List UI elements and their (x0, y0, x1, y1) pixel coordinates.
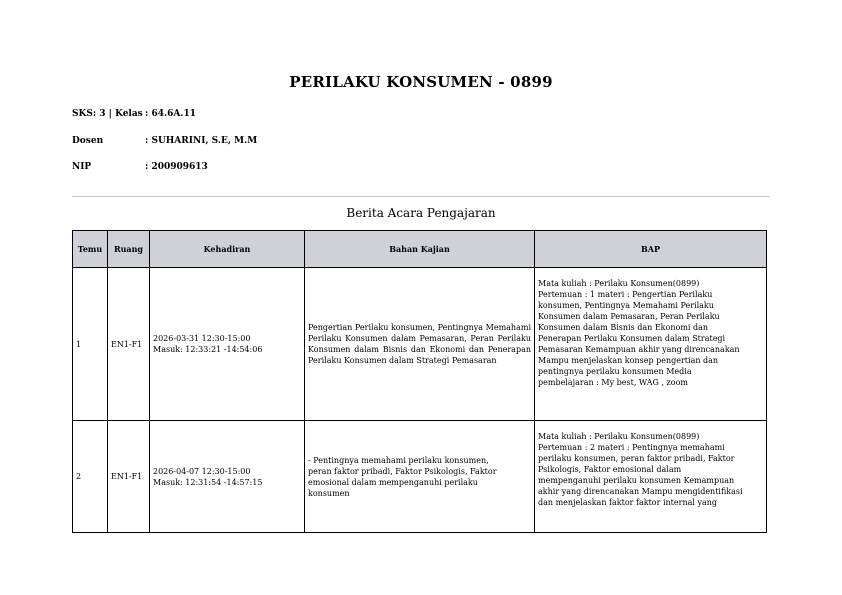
cell-bahan-kajian (305, 421, 535, 533)
kehadiran-schedule: 2026-03-31 12:30-15:00 (153, 334, 251, 343)
bap-line: akhir yang direncanakan Mampu mengidentifikasi (538, 487, 743, 496)
cell-bap (535, 421, 767, 533)
cell-temu: 2 (73, 421, 108, 533)
bap-line: perilaku konsumen, peran faktor pribadi, Faktor (538, 454, 735, 463)
meta-value: : 64.6A.11 (145, 109, 197, 119)
header-temu: Temu (73, 231, 108, 268)
cell-ruang: EN1-F1 (108, 268, 150, 421)
page-title: PERILAKU KONSUMEN - 0899 (289, 73, 553, 91)
bap-line: pembelajaran : My best, WAG , zoom (538, 378, 688, 387)
cell-temu: 1 (73, 268, 108, 421)
bap-line: Konsumen dalam Bisnis dan Ekonomi dan (538, 323, 709, 332)
meta-label: Dosen (72, 136, 104, 146)
bap-line: mempenganuhi perilaku konsumen Kemampuan (538, 476, 735, 485)
bap-table (72, 230, 767, 533)
kehadiran-checkin: Masuk: 12:33:21 -14:54:06 (153, 345, 263, 354)
kehadiran-schedule: 2026-04-07 12:30-15:00 (153, 466, 251, 476)
cell-bap (535, 268, 767, 421)
meta-label: SKS: 3 | Kelas (72, 109, 143, 119)
bap-line: Mata kuliah : Perilaku Konsumen(0899) (538, 279, 700, 288)
meta-value: : SUHARINI, S.E, M.M (145, 136, 258, 146)
bap-line: Pemasaran Kemampuan akhir yang direncanakan (538, 345, 740, 354)
header-bap: BAP (535, 231, 767, 268)
bap-line: Pertemuan : 2 materi : Pentingnya memahami (538, 443, 725, 452)
header-bahan-kajian: Bahan Kajian (305, 231, 535, 268)
divider (72, 196, 770, 197)
bap-line: Psikologis, Faktor emosional dalam (538, 465, 682, 474)
bap-line: Mata kuliah : Perilaku Konsumen(0899) (538, 432, 700, 441)
bahan-line: - Pentingnya memahami perilaku konsumen, (308, 455, 489, 465)
section-title: Berita Acara Pengajaran (346, 206, 496, 220)
table-header-row (73, 231, 767, 268)
bap-line: dan menjelaskan faktor faktor internal yang (538, 498, 718, 507)
bahan-line: konsumen (308, 488, 350, 498)
meta-label: NIP (72, 162, 92, 172)
cell-kehadiran (150, 421, 305, 533)
bap-line: Penerapan Perilaku Konsumen dalam Strategi (538, 334, 726, 343)
bap-line: pentingnya perilaku konsumen Media (538, 367, 692, 376)
bahan-line: peran faktor pribadi, Faktor Psikologis, Faktor (308, 466, 497, 476)
header-kehadiran: Kehadiran (150, 231, 305, 268)
bap-line: konsumen, Pentingnya Memahami Perilaku (538, 301, 714, 310)
cell-bahan-kajian: Pengertian Perilaku konsumen, Pentingnya Memahami Perilaku Konsumen dalam Pemasaran, Peran Perilaku Konsumen dalam Bisnis dan Ekonomi dan Penerapan Perilaku Konsumen dalam Strategi Pemasaran (305, 268, 535, 421)
table-row (73, 421, 767, 533)
bahan-line: emosional dalam mempenganuhi perilaku (308, 477, 478, 487)
bap-line: Konsumen dalam Pemasaran, Peran Perilaku (538, 312, 720, 321)
bap-line: Mampu menjelaskan konsep pengertian dan (538, 356, 719, 365)
cell-ruang: EN1-F1 (108, 421, 150, 533)
table-row (73, 268, 767, 421)
meta-value: : 200909613 (145, 162, 208, 172)
bap-line: Pertemuan : 1 materi : Pengertian Perilaku (538, 290, 713, 299)
cell-kehadiran (150, 268, 305, 421)
kehadiran-checkin: Masuk: 12:31:54 -14:57:15 (153, 477, 263, 487)
header-ruang: Ruang (108, 231, 150, 268)
